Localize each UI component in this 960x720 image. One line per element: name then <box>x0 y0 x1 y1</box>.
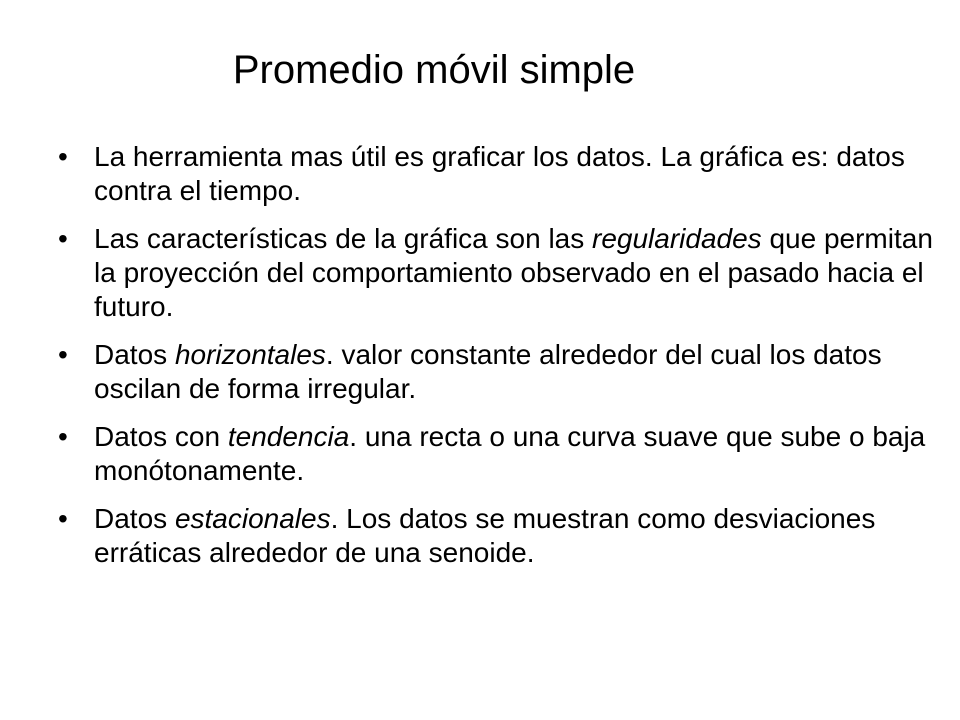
bullet-text-part: . valor constante alrededor del cual los datos oscilan de forma irregular. <box>94 339 882 404</box>
bullet-text-part: . una recta o una curva suave que sube o baja monótonamente. <box>94 421 926 486</box>
bullet-text-part: Datos con <box>94 421 228 452</box>
bullet-icon: • <box>58 503 68 534</box>
bullet-icon: • <box>58 339 68 370</box>
bullet-text-part: Datos <box>94 339 175 370</box>
bullet-item-herramienta <box>58 140 938 208</box>
emphasized-term: regularidades <box>592 223 762 254</box>
emphasized-term: estacionales <box>174 503 331 534</box>
bullet-text <box>94 503 875 568</box>
bullet-text-part: . Los datos se muestran como desviaciones erráticas alrededor de una senoide. <box>94 503 876 568</box>
bullet-text <box>94 421 925 486</box>
slide-title: Promedio móvil simple <box>232 48 636 92</box>
emphasized-term: horizontales <box>174 339 326 370</box>
bullet-text-part: Las características de la gráfica son las <box>94 223 593 254</box>
bullet-item-caracteristicas <box>58 222 938 324</box>
bullet-text-part: Datos <box>94 503 175 534</box>
bullet-text <box>94 141 905 206</box>
bullet-icon: • <box>58 141 68 172</box>
bullet-item-horizontales <box>58 338 938 406</box>
bullet-item-tendencia <box>58 420 938 488</box>
bullet-text <box>94 223 933 322</box>
bullet-item-estacionales <box>58 502 938 570</box>
emphasized-term: tendencia <box>227 421 350 452</box>
bullet-text-part: que permitan la proyección del comportamiento observado en el pasado hacia el futuro. <box>94 223 933 322</box>
bullet-icon: • <box>58 223 68 254</box>
bullet-list <box>58 140 938 584</box>
bullet-text-part: La herramienta mas útil es graficar los datos. La gráfica es: datos contra el tiempo. <box>94 141 905 206</box>
bullet-text <box>94 339 882 404</box>
bullet-icon: • <box>58 421 68 452</box>
